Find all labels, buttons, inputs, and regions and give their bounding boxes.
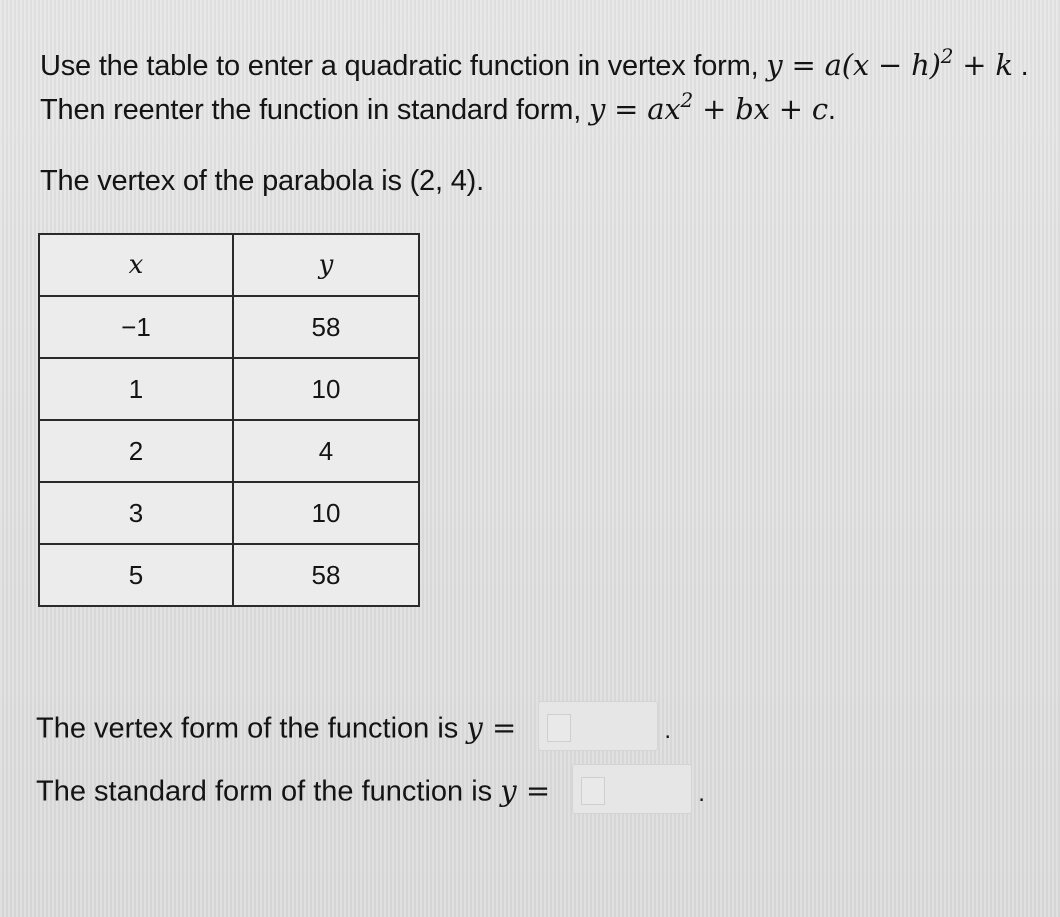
vertex-form-answer-input[interactable] (538, 701, 658, 751)
standard-form-formula: $y = ax^2$ + bx + c (588, 88, 828, 126)
table-cell-y: 10 (233, 358, 419, 420)
standard-form-answer-input[interactable] (572, 764, 692, 814)
table-cell-x: −1 (39, 296, 233, 358)
standard-form-answer-row (36, 768, 705, 818)
table-row (39, 296, 419, 358)
vertex-form-y-equals: y = (466, 710, 517, 745)
table-cell-y: 58 (233, 296, 419, 358)
table-cell-x: 5 (39, 544, 233, 606)
vertex-form-input-placeholder-box[interactable] (547, 714, 571, 742)
vertex-form-period: . (664, 716, 671, 744)
table-cell-x: 1 (39, 358, 233, 420)
standard-form-period: . (698, 779, 705, 807)
standard-form-input-placeholder-box[interactable] (581, 777, 605, 805)
vertex-form-formula: $y = a(x - h)^2 + k$ (766, 44, 1013, 82)
instruction-line-2: Then reenter the function in standard form, $y = ax^2$ + bx + c. (40, 88, 836, 126)
xy-table (38, 233, 420, 607)
standard-form-label: The standard form of the function is (36, 775, 501, 808)
instruction-text-2: Then reenter the function in standard form, (40, 94, 589, 126)
instruction-line-1: Use the table to enter a quadratic function in vertex form, $y = a(x - h)^2 + k$ . (40, 44, 1029, 82)
table-header-x: x (39, 234, 233, 296)
vertex-form-label: The vertex form of the function is (36, 712, 467, 745)
table-header-row (39, 234, 419, 296)
table-row (39, 482, 419, 544)
table-cell-y: 4 (233, 420, 419, 482)
table-cell-x: 3 (39, 482, 233, 544)
instruction-text-1: Use the table to enter a quadratic function in vertex form, (40, 50, 767, 82)
vertex-form-answer-row (36, 705, 671, 755)
table-row (39, 420, 419, 482)
vertex-statement: The vertex of the parabola is (2, 4). (40, 165, 484, 197)
standard-form-y-equals: y = (500, 773, 551, 808)
table-cell-x: 2 (39, 420, 233, 482)
table-header-y: y (233, 234, 419, 296)
table-row (39, 544, 419, 606)
table-cell-y: 58 (233, 544, 419, 606)
table-cell-y: 10 (233, 482, 419, 544)
table-row (39, 358, 419, 420)
